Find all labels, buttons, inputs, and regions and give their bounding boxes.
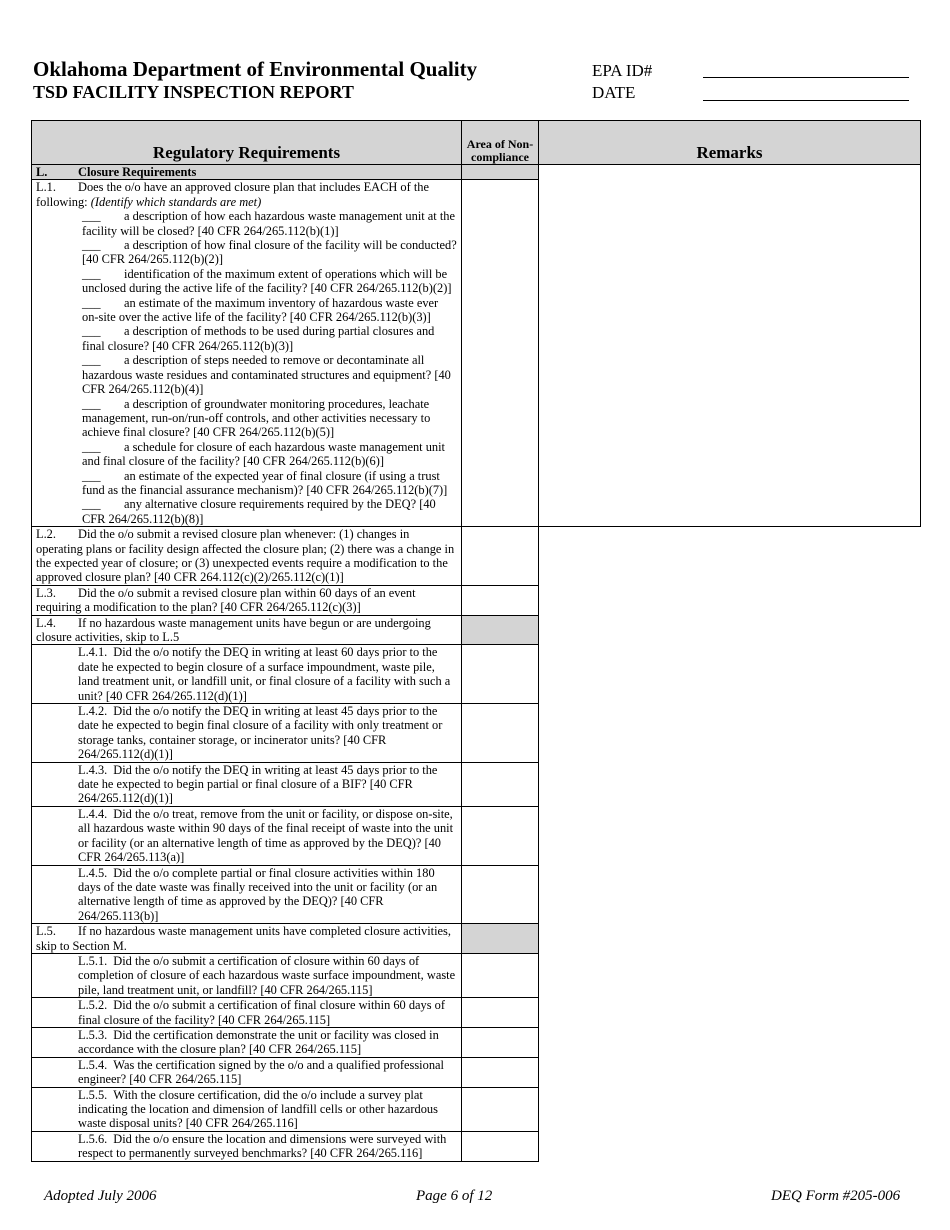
requirement-row bbox=[32, 527, 921, 586]
item-text: Was the certification signed by the o/o and a qualified professional engineer? [40 CFR 264/265.115] bbox=[78, 1057, 444, 1087]
requirement-text-cell bbox=[32, 645, 462, 704]
item-text: Did the o/o notify the DEQ in writing at least 45 days prior to the date he expected to begin partial or final closure of a BIF? [40 CFR 264/265.112(d)(1)] bbox=[78, 762, 438, 806]
noncompliance-cell[interactable] bbox=[462, 585, 539, 615]
checklist-item bbox=[82, 296, 457, 325]
checklist-item bbox=[82, 440, 457, 469]
checklist-text: identification of the maximum extent of operations which will be unclosed during the active life of the facility? [40 CFR 264/265.112(b)(2)] bbox=[82, 266, 452, 296]
noncompliance-cell bbox=[462, 615, 539, 645]
item-label: L.5.2. bbox=[78, 998, 108, 1013]
item-text: Does the o/o have an approved closure plan that includes EACH of the following: bbox=[36, 180, 429, 209]
item-text: Did the o/o submit a revised closure plan within 60 days of an event requiring a modification to the plan? [40 CFR 264/265.112(c)(3)] bbox=[36, 585, 416, 615]
checkbox-blank[interactable]: ___ bbox=[82, 295, 101, 310]
checklist-item bbox=[82, 353, 457, 396]
noncompliance-cell[interactable] bbox=[462, 865, 539, 924]
requirement-row bbox=[32, 998, 921, 1028]
checklist-item bbox=[82, 469, 457, 498]
item-label: L.5. bbox=[36, 924, 56, 939]
item-label: L.5.1. bbox=[78, 953, 108, 968]
requirement-l1 bbox=[32, 180, 462, 527]
requirement-text-cell bbox=[32, 1027, 462, 1057]
item-hint: (Identify which standards are met) bbox=[90, 194, 262, 209]
requirement-text-cell bbox=[32, 953, 462, 997]
noncompliance-cell[interactable] bbox=[462, 704, 539, 763]
inspection-table bbox=[31, 120, 921, 1162]
requirement-row bbox=[32, 585, 921, 615]
requirement-row bbox=[32, 1027, 921, 1057]
item-text: Did the o/o submit a revised closure plan whenever: (1) changes in operating plans or facility design affected the closure plan; (2) there was a change in the expected year of closure; or (3) unexpected events require a modification to the approved closure plan? [40 CFR 264.112(c)(2)/265.112(c)(1)] bbox=[36, 527, 455, 585]
item-text: Did the o/o ensure the location and dimensions were surveyed with respect to permanently surveyed benchmarks? [40 CFR 264/265.116] bbox=[78, 1131, 447, 1161]
item-label: L.1. bbox=[36, 180, 56, 195]
checkbox-blank[interactable]: ___ bbox=[82, 497, 101, 512]
section-label: L. bbox=[36, 165, 48, 179]
section-nc-cell bbox=[462, 165, 539, 180]
footer-form: DEQ Form #205-006 bbox=[771, 1188, 901, 1204]
date-field[interactable] bbox=[703, 83, 909, 101]
checkbox-blank[interactable]: ___ bbox=[82, 396, 101, 411]
requirement-row bbox=[32, 615, 921, 645]
remarks-cell[interactable] bbox=[539, 165, 921, 527]
item-label: L.4.1. bbox=[78, 645, 108, 660]
report-title: TSD FACILITY INSPECTION REPORT bbox=[33, 82, 354, 102]
checkbox-blank[interactable]: ___ bbox=[82, 209, 101, 224]
noncompliance-cell[interactable] bbox=[462, 1027, 539, 1057]
checklist-text: an estimate of the maximum inventory of hazardous waste ever on-site over the active life of the facility? [40 CFR 264/265.112(b)(3)] bbox=[82, 295, 439, 325]
checklist-item bbox=[82, 267, 457, 296]
col-requirements: Regulatory Requirements bbox=[32, 121, 462, 165]
noncompliance-cell[interactable] bbox=[462, 998, 539, 1028]
footer-page: Page 6 of 12 bbox=[416, 1188, 493, 1204]
noncompliance-cell[interactable] bbox=[462, 1057, 539, 1087]
checkbox-blank[interactable]: ___ bbox=[82, 468, 101, 483]
epa-id-label: EPA ID# bbox=[592, 61, 653, 80]
checklist-item bbox=[82, 238, 457, 267]
requirement-text-cell bbox=[32, 762, 462, 806]
checklist-item bbox=[82, 209, 457, 238]
requirement-text-cell bbox=[32, 615, 462, 645]
item-text: If no hazardous waste management units have completed closure activities, skip to Section M. bbox=[36, 924, 451, 953]
requirement-row bbox=[32, 953, 921, 997]
item-text: If no hazardous waste management units have begun or are undergoing closure activities, skip to L.5 bbox=[36, 615, 431, 644]
item-label: L.5.6. bbox=[78, 1131, 108, 1146]
requirement-text-cell bbox=[32, 704, 462, 763]
requirement-row bbox=[32, 924, 921, 954]
item-text: Did the o/o submit a certification of closure within 60 days of completion of closure of each hazardous waste surface impoundment, waste pile, land treatment unit, or landfill? [40 CFR 264/265.115] bbox=[78, 953, 456, 997]
item-text: Did the o/o notify the DEQ in writing at least 60 days prior to the date he expected to begin closure of a surface impoundment, waste pile, land treatment unit, or landfill unit, or final closure of a facility with such a unit? [40 CFR 264/265.112(d)(1)] bbox=[78, 645, 451, 703]
item-text: With the closure certification, did the o/o include a survey plat indicating the location and dimension of landfill cells or other hazardous waste disposal units? [40 CFR 264/265.116] bbox=[78, 1087, 438, 1131]
requirement-text-cell bbox=[32, 998, 462, 1028]
item-text: Did the certification demonstrate the unit or facility was closed in accordance with the closure plan? [40 CFR 264/265.115] bbox=[78, 1027, 439, 1057]
requirement-text-cell bbox=[32, 865, 462, 924]
checklist-text: a schedule for closure of each hazardous waste management unit and final closure of the facility? [40 CFR 264/265.112(b)(6)] bbox=[82, 439, 445, 469]
item-label: L.4.5. bbox=[78, 865, 108, 880]
item-label: L.4.2. bbox=[78, 704, 108, 719]
item-text: Did the o/o submit a certification of final closure within 60 days of final closure of the facility? [40 CFR 264/265.115] bbox=[78, 998, 445, 1027]
requirement-row bbox=[32, 1131, 921, 1161]
checklist-item bbox=[82, 397, 457, 440]
checkbox-blank[interactable]: ___ bbox=[82, 324, 101, 339]
checkbox-blank[interactable]: ___ bbox=[82, 238, 101, 253]
checklist-text: a description of how each hazardous waste management unit at the facility will be closed? [40 CFR 264/265.112(b)(1)] bbox=[82, 209, 455, 238]
noncompliance-cell[interactable] bbox=[462, 806, 539, 865]
checklist-item bbox=[82, 497, 457, 526]
noncompliance-cell[interactable] bbox=[462, 527, 539, 586]
requirement-row bbox=[32, 1087, 921, 1131]
requirement-row bbox=[32, 645, 921, 704]
checklist-text: a description of methods to be used during partial closures and final closure? [40 CFR 264/265.112(b)(3)] bbox=[82, 324, 435, 353]
checklist-text: any alternative closure requirements required by the DEQ? [40 CFR 264/265.112(b)(8)] bbox=[82, 497, 436, 526]
requirement-row bbox=[32, 704, 921, 763]
item-text: Did the o/o treat, remove from the unit or facility, or dispose on-site, all hazardous waste within 90 days of the final receipt of waste into the unit or facility (or an alternative length of time as approved by the DEQ)? [40 CFR 264/265.113(a)] bbox=[78, 806, 454, 865]
noncompliance-cell[interactable] bbox=[462, 180, 539, 527]
requirement-row bbox=[32, 1057, 921, 1087]
item-label: L.4. bbox=[36, 615, 56, 630]
agency-name: Oklahoma Department of Environmental Quality bbox=[33, 57, 478, 81]
checklist-text: a description of how final closure of the facility will be conducted? [40 CFR 264/265.112(b)(2)] bbox=[82, 238, 457, 267]
requirement-text-cell bbox=[32, 1057, 462, 1087]
footer-adopted: Adopted July 2006 bbox=[44, 1188, 157, 1204]
checklist-text: a description of steps needed to remove or decontaminate all hazardous waste residues and contaminated structures and equipment? [40 CFR 264/265.112(b)(4)] bbox=[82, 353, 451, 397]
checklist-text: an estimate of the expected year of final closure (if using a trust fund as the financial assurance mechanism)? [40 CFR 264/265.112(b)(7)] bbox=[82, 468, 448, 497]
col-remarks: Remarks bbox=[539, 121, 921, 165]
section-title: Closure Requirements bbox=[78, 165, 197, 179]
date-label: DATE bbox=[592, 83, 636, 102]
noncompliance-cell[interactable] bbox=[462, 1131, 539, 1161]
checkbox-blank[interactable]: ___ bbox=[82, 353, 101, 368]
item-label: L.5.3. bbox=[78, 1027, 108, 1042]
item-label: L.2. bbox=[36, 527, 56, 542]
requirement-text-cell bbox=[32, 585, 462, 615]
item-text: Did the o/o complete partial or final closure activities within 180 days of the date waste was finally received into the unit or facility (or an alternative length of time as approved by the DEQ)? [40 CFR 264/265.113(b)] bbox=[78, 865, 438, 923]
item-label: L.3. bbox=[36, 585, 56, 600]
checklist-text: a description of groundwater monitoring procedures, leachate management, run-on/run-off controls, and other activities necessary to achieve final closure? [40 CFR 264/265.112(b)(5)] bbox=[82, 396, 431, 440]
checkbox-blank[interactable]: ___ bbox=[82, 439, 101, 454]
item-label: L.4.3. bbox=[78, 762, 108, 777]
requirement-row bbox=[32, 865, 921, 924]
requirement-text-cell bbox=[32, 1131, 462, 1161]
item-label: L.5.5. bbox=[78, 1087, 108, 1102]
requirement-row bbox=[32, 806, 921, 865]
requirement-text-cell bbox=[32, 806, 462, 865]
requirement-text-cell bbox=[32, 527, 462, 586]
noncompliance-cell[interactable] bbox=[462, 645, 539, 704]
noncompliance-cell[interactable] bbox=[462, 762, 539, 806]
item-text: Did the o/o notify the DEQ in writing at least 45 days prior to the date he expected to begin final closure of a facility with only treatment or storage tanks, container storage, or incinerator units? [40 CFR 264/265.112(d)(1)] bbox=[78, 704, 443, 762]
col-noncompliance: Area of Non-compliance bbox=[462, 121, 539, 165]
checklist bbox=[36, 209, 457, 526]
checklist-item bbox=[82, 324, 457, 353]
requirement-row bbox=[32, 762, 921, 806]
section-row bbox=[32, 165, 462, 180]
epa-id-field[interactable] bbox=[703, 60, 909, 78]
requirement-text-cell bbox=[32, 924, 462, 954]
noncompliance-cell bbox=[462, 924, 539, 954]
item-label: L.5.4. bbox=[78, 1057, 108, 1072]
noncompliance-cell[interactable] bbox=[462, 953, 539, 997]
requirement-text-cell bbox=[32, 1087, 462, 1131]
noncompliance-cell[interactable] bbox=[462, 1087, 539, 1131]
item-label: L.4.4. bbox=[78, 806, 108, 821]
checkbox-blank[interactable]: ___ bbox=[82, 266, 101, 281]
